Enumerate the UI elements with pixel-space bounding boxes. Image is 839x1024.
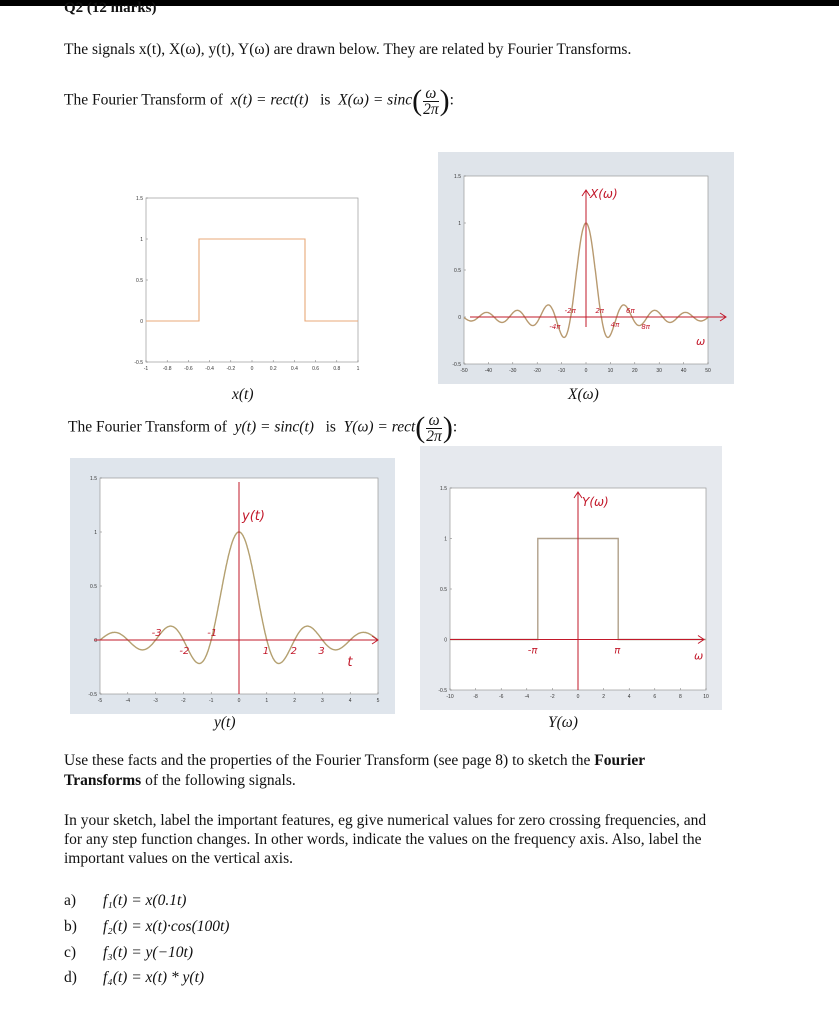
x-tick-label: -2 xyxy=(181,698,186,704)
ft1-end: : xyxy=(449,91,454,109)
instructions-p1-c: Transforms xyxy=(64,772,142,789)
handwritten-zero-crossing: 2 xyxy=(290,646,297,657)
question-d: f₄(t) = x(t) * y(t) xyxy=(103,969,205,986)
instructions-p2-l1: In your sketch, label the important features, eg give numerical values for zero crossing frequencies, and xyxy=(64,812,707,829)
y-tick-label: 0.5 xyxy=(90,584,97,590)
x-tick-label: 2 xyxy=(293,698,296,704)
instructions-p1-d: of the following signals. xyxy=(145,772,296,789)
x-tick-label: 0.8 xyxy=(333,366,341,372)
x-tick-label: -50 xyxy=(460,368,468,374)
x-tick-label: -2 xyxy=(550,694,555,700)
y-tick-label: 1 xyxy=(444,536,447,543)
handwritten-zero-crossing: -4π xyxy=(549,323,561,331)
y-tick-label: 1.5 xyxy=(136,196,143,202)
ft1-num: ω xyxy=(423,86,439,102)
ft2-line: The Fourier Transform of y(t) = sinc(t) is Y(ω) = rect( $\frac{\omega}{2\pi}$ ): xyxy=(68,411,458,445)
x-tick-label: -20 xyxy=(533,368,541,374)
x-tick-label: 3 xyxy=(321,698,324,704)
handwritten-t: t xyxy=(347,655,353,670)
caption-Xw: X(ω) xyxy=(568,386,599,403)
handwritten-Yw-label: Y(ω) xyxy=(582,495,609,509)
x-tick-label: 30 xyxy=(656,368,662,374)
caption-Yw: Y(ω) xyxy=(548,714,578,731)
ft2-y: y(t) = sinc(t) xyxy=(234,418,314,436)
x-tick-label: 4 xyxy=(627,694,631,700)
y-tick-label: 0.5 xyxy=(454,268,461,274)
x-tick-label: 5 xyxy=(376,698,380,704)
x-tick-label: 10 xyxy=(703,694,709,700)
x-tick-label: 1 xyxy=(265,698,269,704)
handwritten-omega: ω xyxy=(694,649,704,663)
handwritten-step-pi: π xyxy=(614,645,621,657)
ft2-is: is xyxy=(325,418,336,436)
x-tick-label: 1 xyxy=(356,366,360,372)
y-tick-label: 0.5 xyxy=(440,587,447,593)
question-c: f₃(t) = y(−10t) xyxy=(103,944,194,961)
handwritten-zero-crossing: -3 xyxy=(151,628,162,639)
handwritten-zero-crossing: 3 xyxy=(318,646,325,657)
question-b-label: b) xyxy=(64,918,77,935)
x-tick-label: -30 xyxy=(509,368,517,374)
y-tick-label: 1 xyxy=(458,221,461,227)
y-tick-label: -0.5 xyxy=(88,692,97,698)
caption-yt: y(t) xyxy=(214,714,236,731)
plot-Yw xyxy=(420,446,722,710)
instructions-p2-l2: for any step function changes. In other words, indicate the values on the frequency axis. Also, label the xyxy=(64,831,702,848)
y-tick-label: 1.5 xyxy=(90,476,97,482)
plot-yt xyxy=(70,458,395,714)
instructions-p1-b: Fourier xyxy=(594,752,646,769)
ft1-X: X(ω) = sinc xyxy=(338,91,413,109)
ft2-den: 2π xyxy=(426,427,442,445)
handwritten-zero-crossing: -2π xyxy=(564,307,576,315)
caption-xt: x(t) xyxy=(232,386,254,403)
instructions-line1 xyxy=(64,752,645,770)
handwritten-zero-crossing: 4π xyxy=(610,321,620,329)
ft1-line: The Fourier Transform of x(t) = rect(t) is X(ω) = sinc( $\frac{\omega}{2\pi}$ ): xyxy=(64,84,454,118)
x-tick-label: -8 xyxy=(473,694,478,700)
handwritten-Xw-label: X(ω) xyxy=(590,187,618,201)
y-tick-label: 0 xyxy=(140,319,143,325)
question-d-label: d) xyxy=(64,969,77,986)
handwritten-omega: ω xyxy=(696,335,706,348)
x-tick-label: 20 xyxy=(632,368,638,374)
y-tick-label: 0 xyxy=(444,637,447,644)
ft2-end: : xyxy=(452,418,458,436)
y-tick-label: 1 xyxy=(94,530,97,536)
handwritten-zero-crossing: 8π xyxy=(641,323,650,331)
x-tick-label: 10 xyxy=(607,368,614,374)
intro-text: The signals x(t), X(ω), y(t), Y(ω) are drawn below. They are related by Fourier Transforms. xyxy=(64,41,632,58)
y-tick-label: 1 xyxy=(140,237,143,243)
plot-xt xyxy=(124,186,374,381)
x-tick-label: -40 xyxy=(484,368,493,374)
ft2-Y: Y(ω) = rect xyxy=(343,418,416,436)
x-tick-label: 0 xyxy=(576,694,580,700)
instructions-p2-l3: important values on the vertical axis. xyxy=(64,850,293,867)
y-tick-label: 0 xyxy=(458,315,461,321)
x-tick-label: -0.4 xyxy=(205,366,214,372)
instructions-p1-a: Use these facts and the properties of the Fourier Transform (see page 8) to sketch the xyxy=(64,752,591,769)
x-tick-label: -0.6 xyxy=(184,366,193,372)
x-tick-label: 2 xyxy=(602,694,605,700)
x-tick-label: -10 xyxy=(557,368,566,374)
ft1-x: x(t) = rect(t) xyxy=(230,91,309,109)
ft2-fraction xyxy=(426,413,442,444)
x-tick-label: 0 xyxy=(250,366,254,372)
x-tick-label: 0 xyxy=(584,368,588,374)
x-tick-label: -0.2 xyxy=(226,366,236,372)
plot-Xw xyxy=(438,152,734,384)
x-tick-label: -5 xyxy=(97,698,103,704)
x-tick-label: -0.8 xyxy=(162,366,172,372)
question-a-label: a) xyxy=(64,892,77,909)
x-tick-label: -4 xyxy=(524,694,530,700)
x-tick-label: 0.4 xyxy=(290,366,298,372)
x-tick-label: 8 xyxy=(679,694,682,700)
ft1-prefix: The Fourier Transform of xyxy=(64,91,223,109)
handwritten-zero-crossing: 2π xyxy=(595,307,605,315)
x-tick-label: 40 xyxy=(680,368,687,374)
handwritten-yt-label: y(t) xyxy=(242,509,265,524)
handwritten-zero-crossing: 1 xyxy=(262,646,270,657)
x-tick-label: 0.6 xyxy=(312,366,320,372)
y-tick-label: 0 xyxy=(94,638,97,644)
x-tick-label: 0.2 xyxy=(269,366,277,372)
x-tick-label: 50 xyxy=(705,368,711,374)
y-tick-label: -0.5 xyxy=(452,362,461,368)
question-b: f₂(t) = x(t)·cos(100t) xyxy=(103,918,230,935)
y-tick-label: 0.5 xyxy=(136,278,143,284)
x-tick-label: -10 xyxy=(446,694,454,700)
y-tick-label: 1.5 xyxy=(454,174,461,180)
handwritten-zero-crossing: -1 xyxy=(207,628,218,639)
x-tick-label: -1 xyxy=(208,698,214,704)
ft2-num: ω xyxy=(426,413,442,429)
ft2-prefix: The Fourier Transform of xyxy=(68,418,227,436)
axes-frame xyxy=(146,198,358,362)
question-c-label: c) xyxy=(64,944,77,961)
x-tick-label: -6 xyxy=(498,694,504,700)
x-tick-label: 0 xyxy=(237,698,241,704)
y-tick-label: -0.5 xyxy=(438,688,447,694)
x-tick-label: 6 xyxy=(653,694,657,700)
ft1-den: 2π xyxy=(423,100,439,118)
question-header: Q2 (12 marks) xyxy=(64,0,157,16)
x-tick-label: -3 xyxy=(153,698,158,704)
ft1-fraction xyxy=(423,86,439,117)
instructions-line2 xyxy=(64,772,296,790)
handwritten-zero-crossing: 6π xyxy=(625,307,635,315)
x-tick-label: -1 xyxy=(143,366,149,372)
y-tick-label: 1.5 xyxy=(440,486,447,492)
x-tick-label: 4 xyxy=(348,698,352,704)
handwritten-step-neg-pi: -π xyxy=(527,645,538,657)
question-a: f₁(t) = x(0.1t) xyxy=(103,892,187,909)
handwritten-zero-crossing: -2 xyxy=(179,646,190,657)
y-tick-label: -0.5 xyxy=(134,360,143,366)
ft1-is: is xyxy=(320,91,331,109)
x-tick-label: -4 xyxy=(125,698,131,704)
